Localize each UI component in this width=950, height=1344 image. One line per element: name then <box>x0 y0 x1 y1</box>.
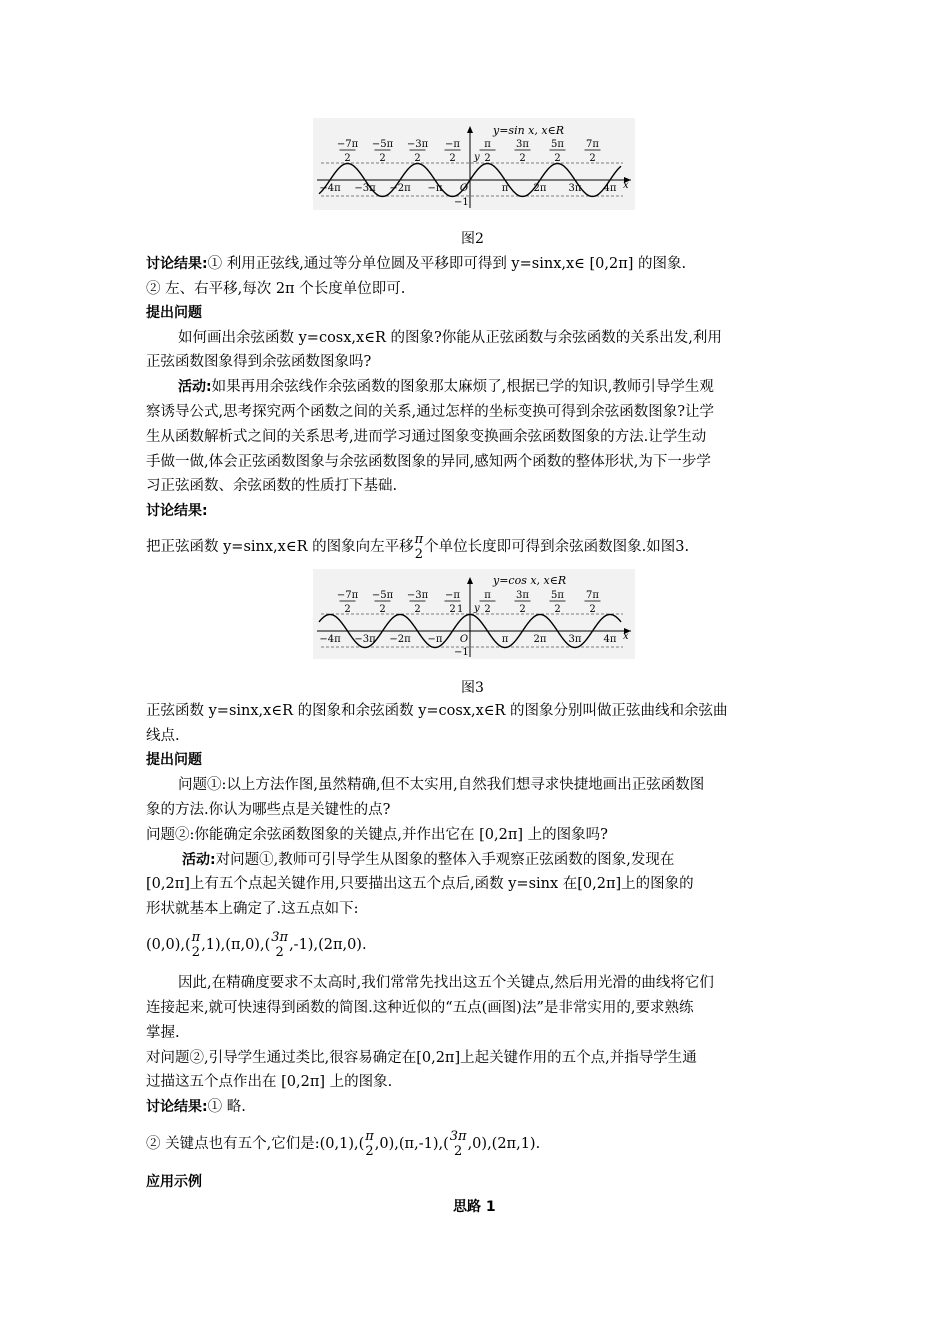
top-tick-denominator: 2 <box>379 604 386 615</box>
top-tick-denominator: 2 <box>554 604 561 615</box>
axis-tick-label: −2π <box>389 183 411 194</box>
top-tick-numerator: 3π <box>516 139 529 150</box>
svg-text:y: y <box>474 603 480 614</box>
para-3a: 对问题②,引导学生通过类比,很容易确定在[0,2π]上起关键作用的五个点,并指导学生通 <box>146 1050 697 1066</box>
heading-approach-1: 思路 1 <box>453 1199 496 1215</box>
discussion-result-1: 讨论结果:① 利用正弦线,通过等分单位圆及平移即可得到 y=sinx,x∈ [0,2π] 的图象. <box>146 256 687 272</box>
heading-application: 应用示例 <box>146 1174 202 1190</box>
axis-tick-label: O <box>459 183 469 194</box>
five-points-sine: (0,0),( π 2 ,1),(π,0),( 3π 2 ,-1),(2π,0). <box>146 930 367 960</box>
activity-2c: 形状就基本上确定了.这五点如下: <box>146 901 359 917</box>
activity-1a: 活动:如果再用余弦线作余弦函数的图象那太麻烦了,根据已学的知识,教师引导学生观 <box>178 379 714 395</box>
cosine-graph-svg <box>313 569 635 659</box>
discussion-result-3: 讨论结果:① 略. <box>146 1099 246 1115</box>
top-tick-denominator: 2 <box>344 153 351 164</box>
discussion-line-2: ② 左、右平移,每次 2π 个长度单位即可. <box>146 281 406 297</box>
five-points-cosine: ② 关键点也有五个,它们是:(0,1),( π 2 ,0),(π,-1),( 3π 2 ,0),(2π,1). <box>146 1129 541 1159</box>
top-tick-denominator: 2 <box>589 153 596 164</box>
top-tick-numerator: 3π <box>516 590 529 601</box>
definition-a: 正弦函数 y=sinx,x∈R 的图象和余弦函数 y=cosx,x∈R 的图象分别叫做正弦曲线和余弦曲 <box>146 703 728 719</box>
top-tick-numerator: −7π <box>336 139 359 150</box>
activity-1c: 生从函数解析式之间的关系思考,进而学习通过图象变换画余弦函数图象的方法.让学生动 <box>146 429 707 445</box>
top-tick-denominator: 2 <box>484 153 491 164</box>
para-2b: 连接起来,就可快速得到函数的简图.这种近似的“五点(画图)法”是非常实用的,要求熟练 <box>146 1000 694 1016</box>
activity-1e: 习正弦函数、余弦函数的性质打下基础. <box>146 478 398 494</box>
top-tick-denominator: 2 <box>414 153 421 164</box>
axis-tick-label: 4π <box>603 183 617 194</box>
heading-discussion-2: 讨论结果: <box>146 503 208 519</box>
axis-tick-label: 4π <box>603 634 617 645</box>
top-tick-numerator: −3π <box>406 590 429 601</box>
x-label: x <box>623 180 629 191</box>
graph-label: y=cos x, x∈R <box>493 574 567 587</box>
top-tick-numerator: −5π <box>371 139 394 150</box>
top-tick-denominator: 2 <box>554 153 561 164</box>
para-3b: 过描这五个点作出在 [0,2π] 上的图象. <box>146 1074 393 1090</box>
para-1b: 正弦函数图象得到余弦函数图象吗? <box>146 354 372 370</box>
para-1a: 如何画出余弦函数 y=cosx,x∈R 的图象?你能从正弦函数与余弦函数的关系出发,利用 <box>178 330 722 346</box>
fraction-pi-over-2: π 2 <box>414 532 424 562</box>
top-tick-numerator: −π <box>445 590 460 601</box>
top-tick-numerator: −5π <box>371 590 394 601</box>
top-tick-numerator: 5π <box>551 590 564 601</box>
axis-tick-label: O <box>459 634 469 645</box>
heading-question-1: 提出问题 <box>146 305 202 321</box>
y-label: y <box>474 152 480 163</box>
axis-tick-label: π <box>501 183 509 194</box>
activity-1b: 察诱导公式,思考探究两个函数之间的关系,通过怎样的坐标变换可得到余弦函数图象?让学 <box>146 404 714 420</box>
figure-3-caption: 图3 <box>461 680 484 696</box>
top-tick-denominator: 2 <box>519 153 526 164</box>
para-2c: 掌握. <box>146 1025 180 1041</box>
top-tick-numerator: π <box>484 139 491 150</box>
heading-question-2: 提出问题 <box>146 752 202 768</box>
top-tick-denominator: 2 <box>589 604 596 615</box>
question-1b: 象的方法.你认为哪些点是关键性的点? <box>146 802 391 818</box>
axis-tick-label: 3π <box>568 183 582 194</box>
figure-2-caption: 图2 <box>461 231 484 247</box>
axis-tick-label: −2π <box>389 634 411 645</box>
top-tick-numerator: 5π <box>551 139 564 150</box>
top-tick-numerator: 7π <box>586 139 599 150</box>
axis-tick-label: −4π <box>319 183 341 194</box>
top-tick-denominator: 2 <box>344 604 351 615</box>
top-tick-denominator: 2 <box>414 604 421 615</box>
axis-tick-label: −3π <box>354 183 376 194</box>
top-tick-numerator: −7π <box>336 590 359 601</box>
figure-3-cosine-graph <box>313 569 635 659</box>
activity-1d: 手做一做,体会正弦函数图象与余弦函数图象的异同,感知两个函数的整体形状,为下一步学 <box>146 454 711 470</box>
top-tick-denominator: 2 <box>379 153 386 164</box>
top-tick-numerator: 7π <box>586 590 599 601</box>
axis-tick-label: −π <box>427 183 443 194</box>
figure-2-sine-graph <box>313 118 635 210</box>
svg-text:−1: −1 <box>454 647 469 658</box>
axis-tick-label: −4π <box>319 634 341 645</box>
question-1a: 问题①:以上方法作图,虽然精确,但不太实用,自然我们想寻求快捷地画出正弦函数图 <box>178 777 705 793</box>
activity-2a: 活动:对问题①,教师可引导学生从图象的整体入手观察正弦函数的图象,发现在 <box>182 852 675 868</box>
top-tick-denominator: 2 <box>484 604 491 615</box>
para-2a: 因此,在精确度要求不太高时,我们常常先找出这五个关键点,然后用光滑的曲线将它们 <box>178 975 714 991</box>
axis-tick-label: 2π <box>533 183 547 194</box>
top-tick-denominator: 2 <box>519 604 526 615</box>
sine-graph-svg <box>313 118 635 210</box>
axis-tick-label: 3π <box>568 634 582 645</box>
top-tick-numerator: −π <box>445 139 460 150</box>
top-tick-numerator: π <box>484 590 491 601</box>
axis-tick-label: 2π <box>533 634 547 645</box>
neg-one-label: −1 <box>454 197 469 208</box>
top-tick-denominator: 2 <box>449 153 456 164</box>
y-arrow <box>467 126 473 133</box>
svg-text:x: x <box>623 631 629 642</box>
top-tick-numerator: −3π <box>406 139 429 150</box>
question-2: 问题②:你能确定余弦函数图象的关键点,并作出它在 [0,2π] 上的图象吗? <box>146 827 608 843</box>
top-tick-denominator: 2 <box>449 604 456 615</box>
svg-text:1: 1 <box>457 604 464 615</box>
shift-statement: 把正弦函数 y=sinx,x∈R 的图象向左平移 π 2 个单位长度即可得到余弦函数图象.如图3. <box>146 532 690 562</box>
definition-b: 线点. <box>146 728 180 744</box>
axis-tick-label: π <box>501 634 509 645</box>
activity-2b: [0,2π]上有五个点起关键作用,只要描出这五个点后,函数 y=sinx 在[0,2π]上的图象的 <box>146 876 694 892</box>
graph-label: y=sin x, x∈R <box>493 124 565 137</box>
axis-tick-label: −3π <box>354 634 376 645</box>
axis-tick-label: −π <box>427 634 443 645</box>
